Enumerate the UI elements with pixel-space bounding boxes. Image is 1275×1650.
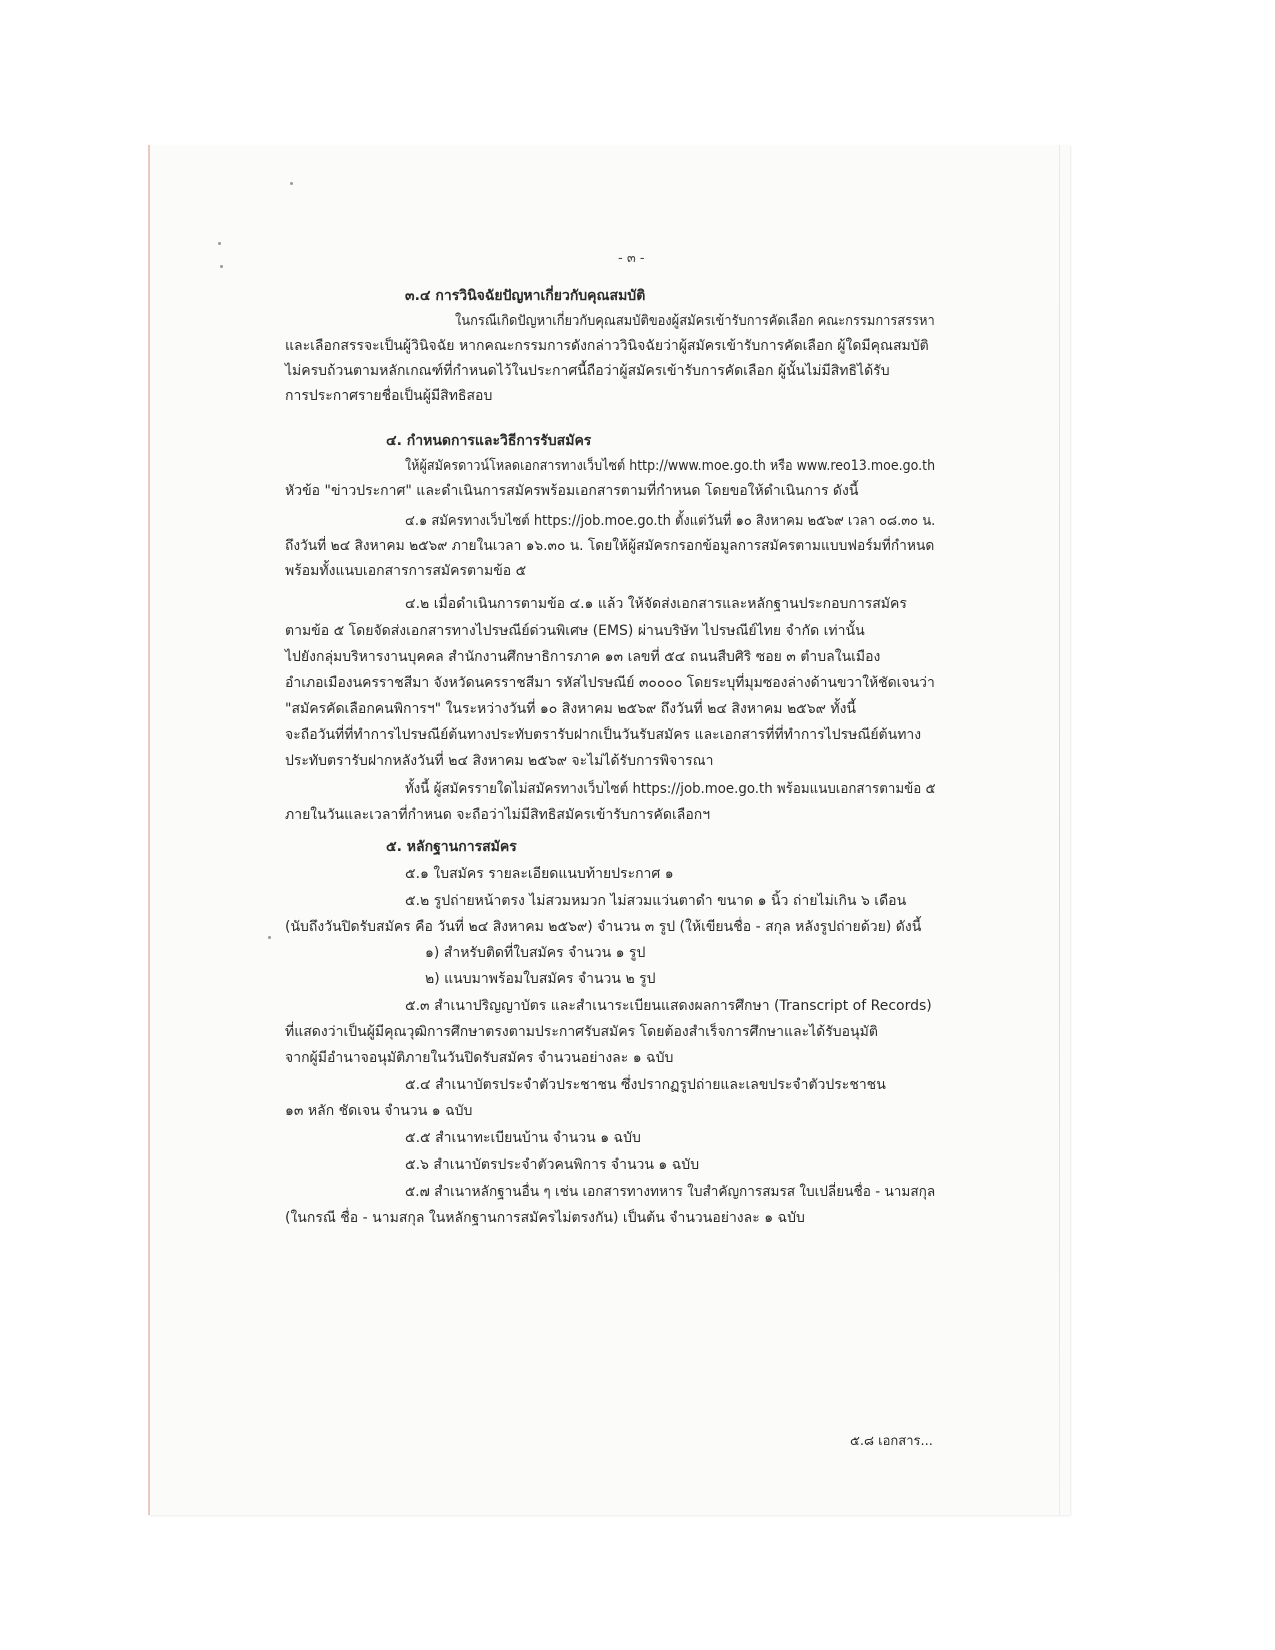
section-4-line-1: ให้ผู้สมัครดาวน์โหลดเอกสารทางเว็บไซต์ http://www.moe.go.th หรือ www.reo13.moe.go.th: [405, 458, 936, 474]
item-4-2-line-6: จะถือวันที่ที่ทำการไปรษณีย์ต้นทางประทับตรารับฝากเป็นวันรับสมัคร และเอกสารที่ที่ทำการไปรษณีย์ต้นทาง: [285, 727, 922, 743]
item-4-2-line-4: อำเภอเมืองนครราชสีมา จังหวัดนครราชสีมา รหัสไปรษณีย์ ๓๐๐๐๐ โดยระบุที่มุมซองล่างด้านขวาให้ชัดเจนว่า: [285, 675, 935, 691]
item-4-2-line-1: ๔.๒ เมื่อดำเนินการตามข้อ ๔.๑ แล้ว ให้จัดส่งเอกสารและหลักฐานประกอบการสมัคร: [405, 596, 907, 612]
item-5-5: ๕.๕ สำเนาทะเบียนบ้าน จำนวน ๑ ฉบับ: [405, 1130, 641, 1146]
section-3-4-line-3: ไม่ครบถ้วนตามหลักเกณฑ์ที่กำหนดไว้ในประกาศนี้ถือว่าผู้สมัครเข้ารับการคัดเลือก ผู้นั้นไม่มีสิทธิได้รับ: [285, 363, 890, 379]
item-4-1-line-3: พร้อมทั้งแนบเอกสารการสมัครตามข้อ ๕: [285, 563, 527, 579]
scan-speck: [268, 936, 271, 939]
item-5-3-line-1: ๕.๓ สำเนาปริญญาบัตร และสำเนาระเบียนแสดงผลการศึกษา (Transcript of Records): [405, 998, 932, 1014]
item-5-3-line-2: ที่แสดงว่าเป็นผู้มีคุณวุฒิการศึกษาตรงตามประกาศรับสมัคร โดยต้องสำเร็จการศึกษาและได้รับอนุมัติ: [285, 1024, 878, 1040]
item-5-6: ๕.๖ สำเนาบัตรประจำตัวคนพิการ จำนวน ๑ ฉบับ: [405, 1157, 700, 1173]
scan-speck: [290, 182, 293, 185]
item-5-2-sub-1: ๑) สำหรับติดที่ใบสมัคร จำนวน ๑ รูป: [425, 945, 646, 961]
note-line-1: ทั้งนี้ ผู้สมัครรายใดไม่สมัครทางเว็บไซต์ https://job.moe.go.th พร้อมแนบเอกสารตามข้อ ๕: [405, 781, 936, 797]
item-5-7-line-2: (ในกรณี ชื่อ - นามสกุล ในหลักฐานการสมัครไม่ตรงกัน) เป็นต้น จำนวนอย่างละ ๑ ฉบับ: [285, 1210, 805, 1226]
item-4-2-line-5: "สมัครคัดเลือกคนพิการฯ" ในระหว่างวันที่ ๑๐ สิงหาคม ๒๕๖๙ ถึงวันที่ ๒๔ สิงหาคม ๒๕๖๙ ทั้งนี้: [285, 701, 856, 717]
section-3-4-line-2: และเลือกสรรจะเป็นผู้วินิจฉัย หากคณะกรรมการดังกล่าววินิจฉัยว่าผู้สมัครเข้ารับการคัดเลือก ผู้ใดมีคุณสมบัติ: [285, 338, 929, 354]
item-4-1-line-2: ถึงวันที่ ๒๔ สิงหาคม ๒๕๖๙ ภายในเวลา ๑๖.๓๐ น. โดยให้ผู้สมัครกรอกข้อมูลการสมัครตามแบบฟอร์มที่กำหนด: [285, 538, 935, 554]
scan-speck: [218, 242, 221, 245]
section-3-4-heading: ๓.๔ การวินิจฉัยปัญหาเกี่ยวกับคุณสมบัติ: [405, 288, 646, 304]
item-5-7-line-1: ๕.๗ สำเนาหลักฐานอื่น ๆ เช่น เอกสารทางทหาร ใบสำคัญการสมรส ใบเปลี่ยนชื่อ - นามสกุล: [405, 1184, 936, 1200]
item-5-2-line-2: (นับถึงวันปิดรับสมัคร คือ วันที่ ๒๔ สิงหาคม ๒๕๖๙) จำนวน ๓ รูป (ให้เขียนชื่อ - สกุล หลังรูปถ่ายด้วย) ดังนี้: [285, 919, 922, 935]
footer-continuation: ๕.๘ เอกสาร...: [850, 1434, 933, 1449]
item-5-1: ๕.๑ ใบสมัคร รายละเอียดแนบท้ายประกาศ ๑: [405, 866, 674, 882]
item-5-2-sub-2: ๒) แนบมาพร้อมใบสมัคร จำนวน ๒ รูป: [425, 971, 656, 987]
page-crease: [1059, 145, 1060, 1515]
item-4-2-line-7: ประทับตรารับฝากหลังวันที่ ๒๔ สิงหาคม ๒๕๖๙ จะไม่ได้รับการพิจารณา: [285, 753, 714, 769]
section-3-4-line-1: ในกรณีเกิดปัญหาเกี่ยวกับคุณสมบัติของผู้สมัครเข้ารับการคัดเลือก คณะกรรมการสรรหา: [455, 313, 935, 329]
item-4-2-line-2: ตามข้อ ๕ โดยจัดส่งเอกสารทางไปรษณีย์ด่วนพิเศษ (EMS) ผ่านบริษัท ไปรษณีย์ไทย จำกัด เท่านั้น: [285, 623, 865, 639]
item-5-4-line-2: ๑๓ หลัก ชัดเจน จำนวน ๑ ฉบับ: [285, 1103, 473, 1119]
item-4-1-line-1: ๔.๑ สมัครทางเว็บไซต์ https://job.moe.go.th ตั้งแต่วันที่ ๑๐ สิงหาคม ๒๕๖๙ เวลา ๐๘.๓๐ น.: [405, 513, 936, 529]
item-4-2-line-3: ไปยังกลุ่มบริหารงานบุคคล สำนักงานศึกษาธิการภาค ๑๓ เลขที่ ๕๔ ถนนสืบศิริ ซอย ๓ ตำบลในเมือง: [285, 649, 881, 665]
section-4-line-2: หัวข้อ "ข่าวประกาศ" และดำเนินการสมัครพร้อมเอกสารตามที่กำหนด โดยขอให้ดำเนินการ ดังนี้: [285, 483, 859, 499]
section-3-4-line-4: การประกาศรายชื่อเป็นผู้มีสิทธิสอบ: [285, 388, 493, 404]
item-5-2-line-1: ๕.๒ รูปถ่ายหน้าตรง ไม่สวมหมวก ไม่สวมแว่นตาดำ ขนาด ๑ นิ้ว ถ่ายไม่เกิน ๖ เดือน: [405, 893, 907, 909]
item-5-3-line-3: จากผู้มีอำนาจอนุมัติภายในวันปิดรับสมัคร จำนวนอย่างละ ๑ ฉบับ: [285, 1050, 674, 1066]
item-5-4-line-1: ๕.๔ สำเนาบัตรประจำตัวประชาชน ซึ่งปรากฏรูปถ่ายและเลขประจำตัวประชาชน: [405, 1077, 886, 1093]
scan-speck: [220, 265, 223, 268]
section-4-heading: ๔. กำหนดการและวิธีการรับสมัคร: [386, 433, 592, 449]
page-number: - ๓ -: [618, 251, 645, 266]
section-5-heading: ๕. หลักฐานการสมัคร: [386, 839, 517, 855]
note-line-2: ภายในวันและเวลาที่กำหนด จะถือว่าไม่มีสิทธิสมัครเข้ารับการคัดเลือกฯ: [285, 807, 711, 823]
